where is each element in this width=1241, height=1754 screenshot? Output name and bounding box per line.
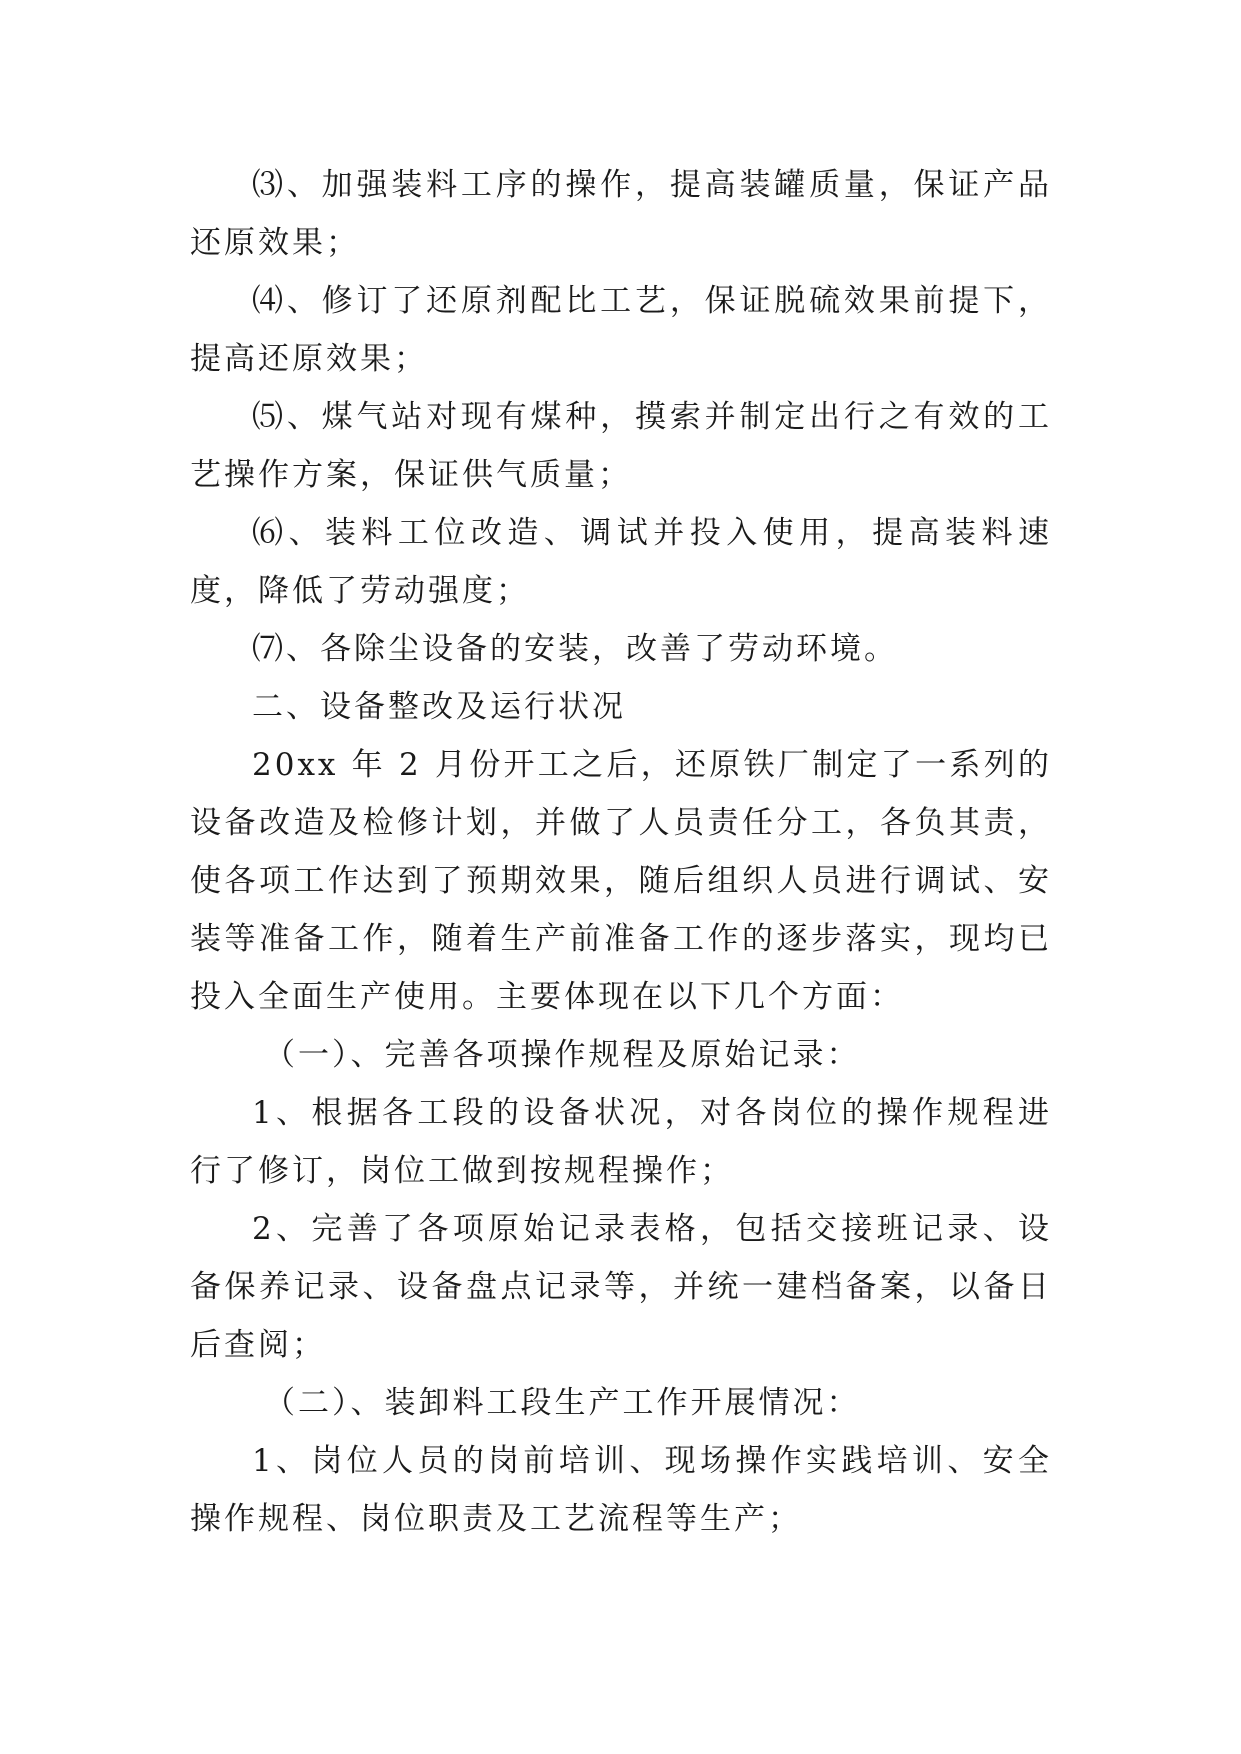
- subsection-heading-2: （二）、装卸料工段生产工作开展情况：: [264, 1385, 861, 1421]
- paragraph-item-5: ⑸、煤气站对现有煤种，摸索并制定出行之有效的工艺操作方案，保证供气质量；: [190, 399, 1052, 493]
- subsection-heading-1: （一）、完善各项操作规程及原始记录：: [264, 1037, 861, 1073]
- paragraph-intro: 20xx 年 2 月份开工之后，还原铁厂制定了一系列的设备改造及检修计划，并做了人员责任分工，各负其责，使各项工作达到了预期效果，随后组织人员进行调试、安装等准备工作，随着生产前准备工作的逐步落实，现均已投入全面生产使用。主要体现在以下几个方面：: [190, 747, 1052, 1015]
- document-body: [190, 156, 1052, 1548]
- section-heading-2: 二、设备整改及运行状况: [252, 689, 626, 725]
- list-item-1: 1、根据各工段的设备状况，对各岗位的操作规程进行了修订，岗位工做到按规程操作；: [190, 1095, 1052, 1189]
- paragraph-item-7: ⑺、各除尘设备的安装，改善了劳动环境。: [252, 631, 898, 667]
- paragraph-item-6: ⑹、装料工位改造、调试并投入使用，提高装料速度，降低了劳动强度；: [190, 515, 1052, 609]
- paragraph-item-4: ⑷、修订了还原剂配比工艺，保证脱硫效果前提下，提高还原效果；: [190, 283, 1052, 377]
- list-item-1b: 1、岗位人员的岗前培训、现场操作实践培训、安全操作规程、岗位职责及工艺流程等生产；: [190, 1443, 1052, 1537]
- list-item-2: 2、完善了各项原始记录表格，包括交接班记录、设备保养记录、设备盘点记录等，并统一建档备案，以备日后查阅；: [190, 1211, 1052, 1363]
- paragraph-item-3: ⑶、加强装料工序的操作，提高装罐质量，保证产品还原效果；: [190, 167, 1052, 261]
